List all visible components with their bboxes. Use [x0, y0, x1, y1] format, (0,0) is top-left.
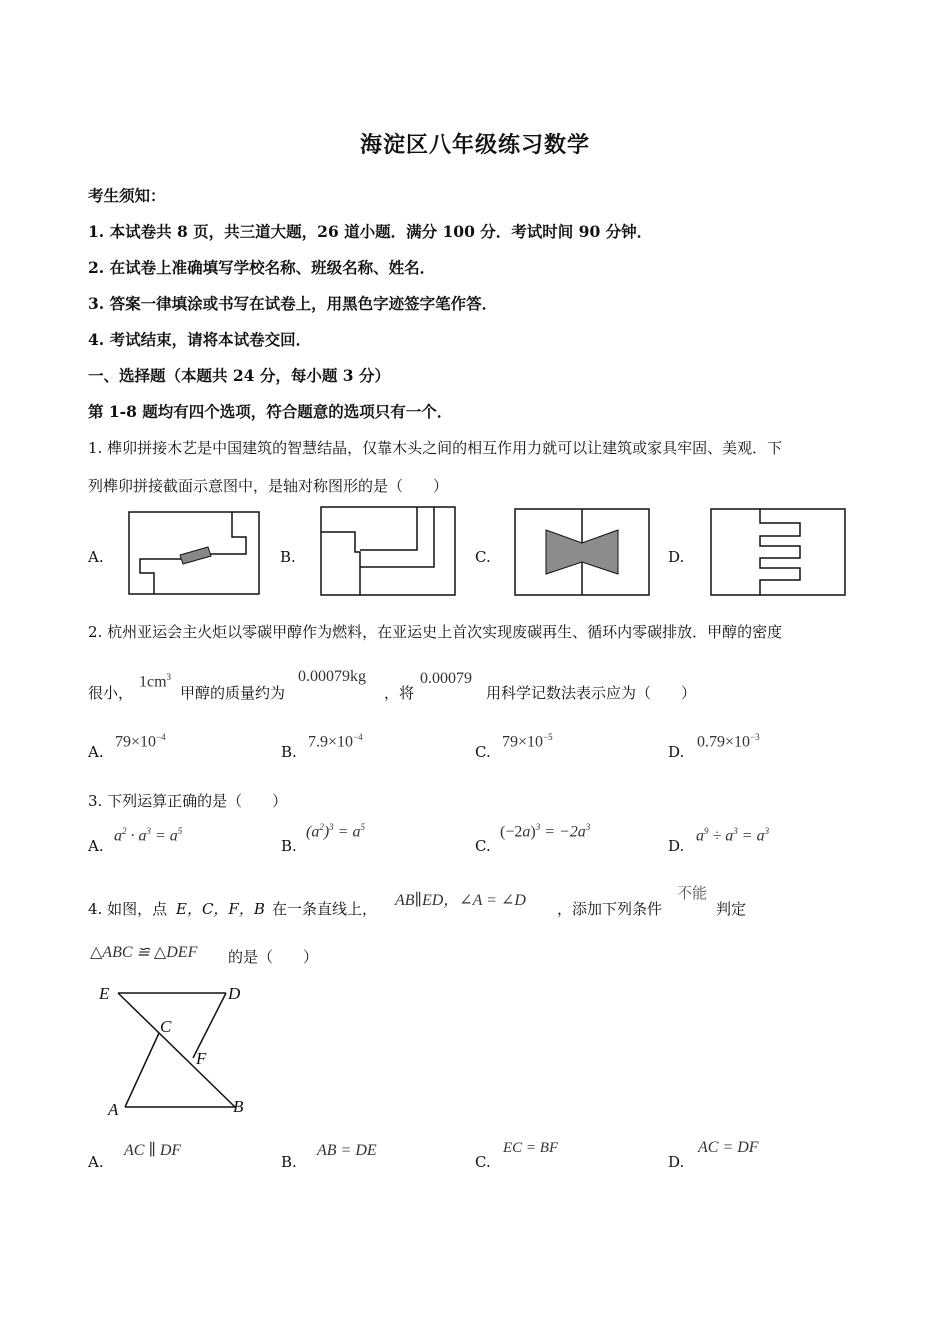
notice-heading: 考生须知： — [88, 186, 166, 205]
q4-option-c-text: EC = BF — [503, 1140, 559, 1156]
q2-option-a-label: A. — [88, 743, 104, 761]
q1-option-c-label: C. — [475, 548, 491, 566]
q4-stem-part-c: ，添加下列条件 — [557, 900, 663, 918]
q3-option-a-expr: $a^2 \cdot a^3 = a^5$ — [114, 826, 183, 845]
q2-mass: 0.00079kg — [298, 668, 366, 685]
q4-stem-part-b: 在一条直线上， — [272, 900, 378, 918]
q2-option-b-label: B. — [281, 743, 297, 761]
q1-stem-line2: 列榫卯拼接截面示意图中，是轴对称图形的是（ ） — [88, 477, 449, 495]
q2-stem-part-a: 很小， — [88, 684, 134, 702]
q1-option-b-label: B. — [280, 548, 296, 566]
q3-option-a-label: A. — [88, 837, 104, 855]
notice-item-2: 2. 在试卷上准确填写学校名称、班级名称、姓名． — [88, 258, 436, 277]
q4-segment-ac — [125, 1033, 159, 1107]
q2-option-d-label: D. — [668, 743, 685, 761]
q4-option-b-label: B. — [281, 1153, 297, 1171]
q1-option-d-label: D. — [668, 548, 685, 566]
q4-stem-part-a: 4. 如图，点 — [88, 900, 168, 918]
q4-option-d-text: AC = DF — [698, 1139, 759, 1156]
q2-stem-part-d: 用科学记数法表示应为（ ） — [486, 684, 697, 702]
q3-option-b-label: B. — [281, 837, 297, 855]
q2-option-c-label: C. — [475, 743, 491, 761]
q1-option-a-label: A. — [88, 548, 104, 566]
q2-stem-line1: 2. 杭州亚运会主火炬以零碳甲醇作为燃料，在亚运史上首次实现废碳再生、循环内零碳排放．甲醇的密度 — [88, 623, 783, 641]
q4-stem-line2: 的是（ ） — [228, 948, 319, 966]
q1-option-a-figure — [128, 511, 262, 597]
page-title: 海淀区八年级练习数学 — [359, 132, 590, 158]
q2-option-b-value: $7.9\times 10^{-4}$ — [308, 732, 363, 751]
q4-label-c: C — [160, 1017, 172, 1036]
q4-stem-part-d: 判定 — [716, 900, 747, 918]
q4-label-b: B — [233, 1097, 244, 1116]
q2-option-a-value: $79\times 10^{-4}$ — [115, 732, 166, 751]
q4-option-a-label: A. — [88, 1153, 104, 1171]
q4-label-a: A — [108, 1100, 119, 1118]
section-note: 第 1-8 题均有四个选项，符合题意的选项只有一个． — [88, 402, 453, 421]
q4-option-b-text: AB = DE — [317, 1142, 377, 1159]
q4-label-d: D — [228, 984, 241, 1003]
q3-option-c-expr: $(-2a)^3 = -2a^3$ — [500, 822, 591, 841]
q2-stem-part-c: ，将 — [384, 684, 415, 702]
q1-stem-line1: 1. 榫卯拼接木艺是中国建筑的智慧结晶，仅靠木头之间的相互作用力就可以让建筑或家具牢固、美观．下 — [88, 439, 783, 457]
q3-option-d-expr: $a^9 \div a^3 = a^3$ — [696, 826, 770, 845]
q2-option-d-value: $0.79\times 10^{-3}$ — [697, 732, 760, 751]
q3-option-c-label: C. — [475, 837, 491, 855]
q2-volume: $1cm^3$ — [139, 672, 172, 691]
q1-option-b-figure — [320, 506, 458, 598]
q1-option-c-figure — [514, 508, 652, 598]
q4-cannot: 不能 — [677, 886, 708, 902]
q3-option-b-expr: $(a^2)^3 = a^5$ — [306, 822, 365, 841]
q4-option-c-label: C. — [475, 1153, 491, 1171]
q4-points: E，C，F，B — [176, 900, 265, 918]
notice-item-3: 3. 答案一律填涂或书写在试卷上，用黑色字迹签字笔作答． — [88, 294, 498, 313]
q2-stem-part-b: 甲醇的质量约为 — [180, 684, 286, 702]
q4-figure — [95, 982, 265, 1118]
q2-option-c-value: $79\times 10^{-5}$ — [502, 732, 553, 751]
q4-option-a-text: AC ∥ DF — [124, 1142, 182, 1159]
q4-given: AB∥ED，∠A = ∠D — [395, 892, 526, 909]
q4-option-d-label: D. — [668, 1153, 685, 1171]
section-heading: 一、选择题（本题共 24 分，每小题 3 分） — [88, 366, 390, 385]
q2-number: 0.00079 — [420, 670, 472, 687]
q4-label-f: F — [196, 1049, 207, 1068]
notice-item-4: 4. 考试结束，请将本试卷交回． — [88, 330, 312, 349]
q3-stem: 3. 下列运算正确的是（ ） — [88, 792, 288, 810]
q3-option-d-label: D. — [668, 837, 685, 855]
q4-congruence: △ABC ≌ △DEF — [90, 944, 198, 961]
notice-item-1: 1. 本试卷共 8 页，共三道大题，26 道小题．满分 100 分．考试时间 90 分钟． — [88, 222, 653, 241]
q4-label-e: E — [99, 984, 110, 1003]
q1-option-d-figure — [710, 508, 848, 598]
